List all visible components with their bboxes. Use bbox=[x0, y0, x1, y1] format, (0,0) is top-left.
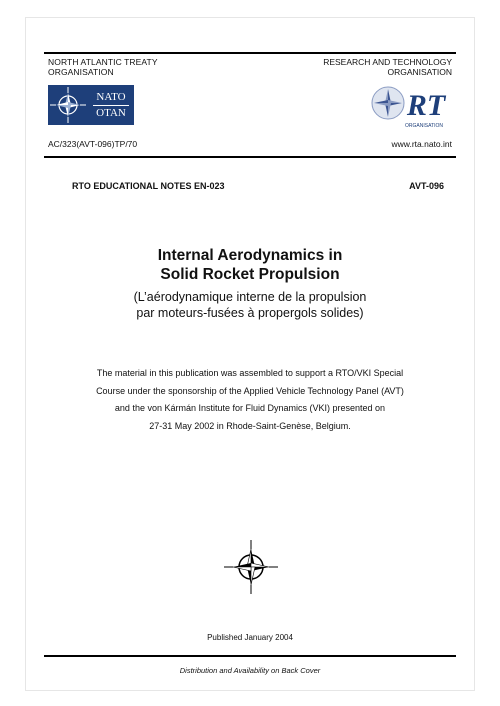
org-line-1: NORTH ATLANTIC TREATY bbox=[48, 57, 158, 67]
subtitle-line-1: (L’aérodynamique interne de la propulsion bbox=[133, 290, 367, 304]
nato-star-icon bbox=[48, 85, 88, 125]
title-line-2: Solid Rocket Propulsion bbox=[160, 266, 340, 283]
svg-text:RT: RT bbox=[406, 89, 446, 122]
rto-org-name bbox=[323, 57, 452, 77]
description-line-3: and the von Kármán Institute for Fluid Dynamics (VKI) presented on bbox=[114, 403, 386, 413]
rto-line-2: ORGANISATION bbox=[387, 67, 452, 77]
document-subtitle bbox=[0, 289, 500, 321]
otan-word: OTAN bbox=[96, 106, 126, 119]
org-line-2: ORGANISATION bbox=[48, 67, 114, 77]
website-link[interactable]: www.rta.nato.int bbox=[391, 139, 452, 149]
svg-text:ORGANISATION: ORGANISATION bbox=[405, 123, 443, 129]
description-line-4: 27-31 May 2002 in Rhode-Saint-Genèse, Belgium. bbox=[149, 420, 351, 431]
panel-code: AVT-096 bbox=[409, 181, 444, 191]
distribution-note: Distribution and Availability on Back Cover bbox=[179, 666, 321, 675]
nato-word: NATO bbox=[96, 90, 126, 103]
document-title bbox=[0, 246, 500, 284]
subtitle-line-2: par moteurs-fusées à propergols solides) bbox=[136, 306, 364, 320]
description-paragraph bbox=[0, 365, 500, 435]
rto-logo-icon bbox=[366, 83, 454, 131]
nato-wordmark bbox=[88, 91, 134, 120]
header-rule bbox=[44, 156, 456, 158]
footer-rule bbox=[44, 655, 456, 657]
rto-line-1: RESEARCH AND TECHNOLOGY bbox=[323, 57, 452, 67]
compass-star-icon bbox=[224, 540, 278, 594]
document-code: AC/323(AVT-096)TP/70 bbox=[48, 139, 138, 149]
series-notes-label: RTO EDUCATIONAL NOTES EN-023 bbox=[72, 181, 225, 191]
publication-date: Published January 2004 bbox=[207, 633, 293, 642]
nato-org-name bbox=[48, 57, 158, 77]
top-rule bbox=[44, 52, 456, 54]
title-line-1: Internal Aerodynamics in bbox=[157, 247, 343, 264]
description-line-2: Course under the sponsorship of the Applied Vehicle Technology Panel (AVT) bbox=[96, 385, 404, 396]
nato-logo bbox=[48, 85, 134, 125]
description-line-1: The material in this publication was assembled to support a RTO/VKI Special bbox=[96, 368, 404, 378]
